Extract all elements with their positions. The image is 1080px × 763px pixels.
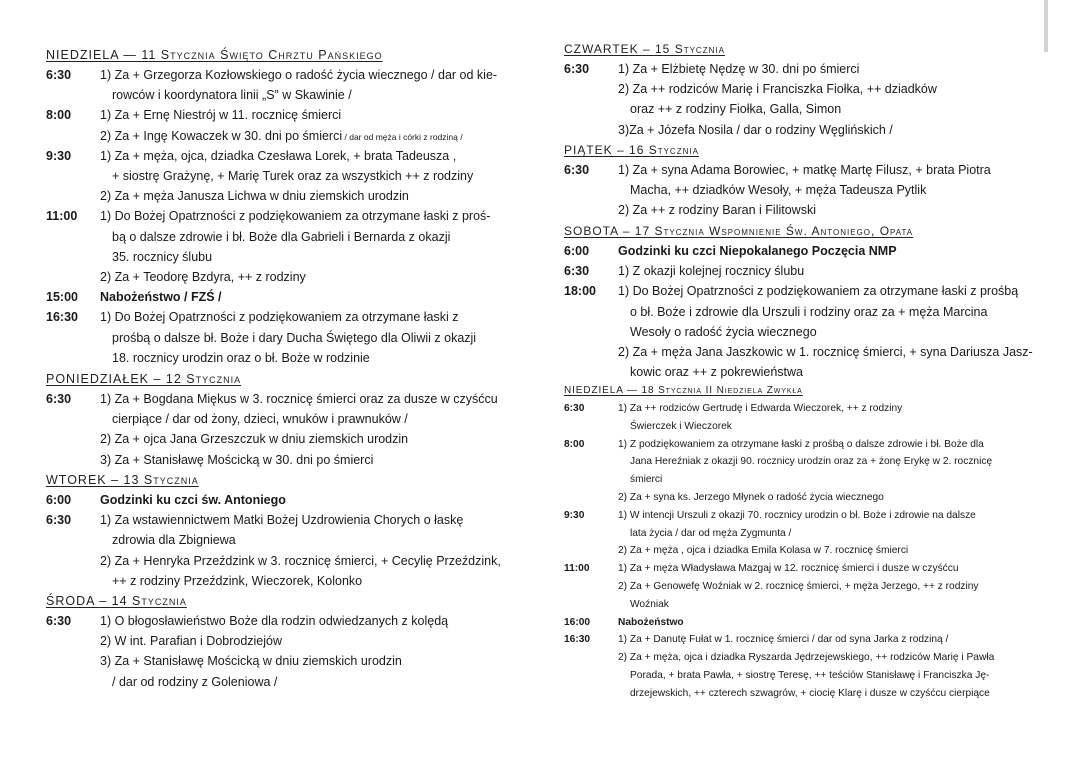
day-header: NIEDZIELA — 18 Stycznia II Niedziela Zwykła [564, 385, 803, 396]
intention-line [618, 403, 902, 414]
intention-line [100, 310, 458, 324]
intention-text: 3)Za + Józefa Nosila / dar o rodziny Węglińskich / [618, 122, 893, 137]
intention-text: 2) Za ++ rodziców Marię i Franciszka Fiołka, ++ dziadków [618, 82, 937, 97]
day-header: NIEDZIELA — 11 Stycznia Święto Chrztu Pańskiego [46, 48, 383, 62]
intention-text: drzejewskich, ++ czterech szwagrów, + ciocię Klarę i dusze w czyśćcu cierpiące [630, 687, 990, 699]
intention-text: 3) Za + Stanisławę Mościcką w 30. dni po śmierci [100, 452, 374, 467]
intention-text: 3) Za + Stanisławę Mościcką w dniu ziemskich urodzin [100, 654, 402, 669]
mass-time: 9:30 [46, 148, 72, 163]
intention-text: Godzinki ku czci św. Antoniego [100, 493, 286, 507]
intention-text: śmierci [630, 474, 663, 486]
intention-text: oraz ++ z rodziny Fiołka, Galla, Simon [630, 102, 842, 117]
mass-time: 6:30 [46, 68, 72, 82]
mass-time: 16:00 [564, 616, 591, 628]
intention-text: bą o dalsze zdrowie i bł. Boże dla Gabrieli i Bernarda z okazji [112, 229, 451, 244]
intention-text: 1) Do Bożej Opatrzności z podziękowaniem za otrzymane łaski z prośbą [618, 284, 1019, 299]
mass-time: 6:30 [564, 163, 590, 177]
intention-text: 1) W intencji Urszuli z okazji 70. rocznicy urodzin o bł. Boże i zdrowie na dalsze [618, 509, 976, 521]
intention-text: Godzinki ku czci Niepokalanego Poczęcia NMP [618, 244, 897, 258]
intention-line [112, 533, 236, 547]
day-header: ŚRODA – 14 Stycznia [46, 594, 187, 608]
mass-time: 6:30 [46, 392, 72, 406]
intention-line [100, 493, 286, 507]
intention-text: 35. rocznicy ślubu [112, 249, 213, 264]
intention-line [618, 203, 816, 217]
intention-line [618, 244, 897, 258]
intention-text: 1) Za + męża Władysława Mazgaj w 12. rocznicę śmierci i dusze w czyśćcu [618, 563, 959, 575]
intention-line [100, 634, 282, 648]
day-header: PONIEDZIAŁEK – 12 Stycznia [46, 372, 242, 386]
intention-text: 1) Za + syna Adama Borowiec, + matkę Martę Filusz, + brata Piotra [618, 163, 991, 177]
day-header: CZWARTEK – 15 Stycznia [564, 42, 725, 56]
intention-text: 2) Za + syna ks. Jerzego Młynek o radość życia wiecznego [618, 492, 884, 503]
mass-time: 6:30 [564, 62, 590, 76]
mass-time: 9:30 [564, 509, 585, 521]
intention-line [100, 453, 373, 467]
intention-line [100, 513, 463, 527]
intention-line [100, 129, 463, 143]
intention-line [618, 652, 994, 663]
intention-line [112, 675, 277, 689]
intention-text: 18. rocznicy urodzin oraz o bł. Boże w rodzinie [112, 350, 370, 365]
intention-line [618, 617, 684, 628]
intention-line [630, 365, 803, 379]
mass-time: 16:30 [564, 634, 591, 646]
intention-line [100, 392, 498, 406]
intention-text: 2) Za + męża Jana Jaszkowic w 1. rocznicę śmierci, + syna Dariusza Jasz- [618, 345, 1033, 359]
intention-line [112, 230, 450, 244]
mass-time: 6:00 [564, 244, 590, 258]
intention-line [618, 581, 979, 592]
intention-text: 2) Za + ojca Jana Grzeszczuk w dniu ziemskich urodzin [100, 432, 409, 447]
intention-line [618, 510, 976, 521]
intention-text: 2) Za + Teodorę Bzdyra, ++ z rodziny [100, 270, 306, 284]
intention-text: o bł. Boże i zdrowie dla Urszuli i rodziny oraz za + męża Marcina [630, 304, 988, 319]
intention-line [630, 305, 987, 319]
intention-text: Nabożeństwo / FZŚ / [100, 290, 222, 305]
intention-line [112, 412, 408, 426]
intention-text: kowic oraz ++ z pokrewieństwa [630, 365, 803, 380]
intention-text: Porada, + brata Pawła, + siostrę Teresę, ++ teściów Stanisławę i Franciszka Ję- [630, 670, 990, 681]
intention-line [630, 670, 989, 681]
intention-line [618, 163, 991, 177]
intention-line [100, 654, 402, 668]
intention-text: 1) Za + Elżbietę Nędzę w 30. dni po śmierci [618, 62, 860, 76]
intention-text: 1) Za + Danutę Fułat w 1. rocznicę śmierci / dar od syna Jarka z rodziną / [618, 634, 949, 646]
mass-time: 6:30 [46, 614, 72, 628]
intention-line [618, 634, 948, 645]
day-header: PIĄTEK – 16 Stycznia [564, 143, 699, 157]
intention-line [630, 325, 817, 339]
intention-line [112, 351, 370, 365]
mass-time: 6:30 [564, 264, 590, 279]
intention-line [618, 545, 908, 556]
intention-text: 2) Za + męża Janusza Lichwa w dniu ziemskich urodzin [100, 189, 409, 204]
intention-text: 1) Za wstawiennictwem Matki Bożej Uzdrowienia Chorych o łaskę [100, 513, 464, 528]
intention-text: 1) Z okazji kolejnej rocznicy ślubu [618, 264, 805, 279]
intention-line [618, 264, 804, 278]
intention-line [618, 345, 1033, 359]
intention-text: Woźniak [630, 598, 669, 610]
intention-line [112, 88, 352, 102]
intention-text: 1) Za + Grzegorza Kozłowskiego o radość życia wiecznego / dar od kie- [100, 68, 498, 82]
intention-text: 1) Za ++ rodziców Gertrudę i Edwarda Wieczorek, ++ z rodziny [618, 403, 903, 414]
mass-time: 6:30 [564, 403, 585, 414]
intention-line [630, 421, 732, 432]
intention-text: 2) Za + męża , ojca i dziadka Emila Kolasa w 7. rocznicę śmierci [618, 545, 909, 557]
intention-text: 1) Do Bożej Opatrzności z podziękowaniem za otrzymane łaski z [100, 310, 459, 325]
intention-text: 2) Za + Genowefę Woźniak w 2. rocznicę śmierci, + męża Jerzego, ++ z rodziny [618, 581, 979, 592]
intention-line [618, 284, 1018, 298]
mass-time: 16:30 [46, 310, 78, 325]
intention-line [630, 474, 662, 485]
intention-text: 2) Za + Henryka Przeździnk w 3. rocznicę śmierci, + Cecylię Przeździnk, [100, 553, 501, 568]
intention-text: zdrowia dla Zbigniewa [112, 533, 236, 548]
intention-text: Świerczek i Wieczorek [630, 420, 732, 432]
intention-text: ++ z rodziny Przeździnk, Wieczorek, Kolonko [112, 573, 363, 588]
intention-line [618, 563, 959, 574]
donor-note: / dar od męża i córki z rodziną / [342, 131, 463, 142]
intention-text: 1) Do Bożej Opatrzności z podziękowaniem za otrzymane łaski z proś- [100, 209, 491, 224]
intention-text: Jana Hereźniak z okazji 90. rocznicy urodzin oraz za + żonę Erykę w 2. rocznicę [630, 456, 993, 468]
mass-time: 18:00 [564, 284, 596, 299]
intention-line [100, 189, 409, 203]
intention-line [100, 108, 341, 122]
intention-text: 2) W int. Parafian i Dobrodziejów [100, 634, 283, 649]
intention-line [618, 62, 859, 76]
intention-text: Nabożeństwo [618, 616, 684, 628]
intention-line [100, 149, 456, 163]
intention-text: 2) Za ++ z rodziny Baran i Filitowski [618, 203, 816, 218]
mass-time: 11:00 [46, 209, 78, 224]
mass-time: 6:00 [46, 493, 72, 507]
intention-text: 1) Za + Bogdana Miękus w 3. rocznicę śmierci oraz za dusze w czyśćcu [100, 392, 498, 406]
intention-text: 2) Za + Ingę Kowaczek w 30. dni po śmierci [100, 128, 343, 143]
intention-text: 2) Za + męża, ojca i dziadka Ryszarda Jędrzejewskiego, ++ rodziców Marię i Pawła [618, 652, 995, 664]
intention-line [618, 123, 893, 137]
intention-line [112, 331, 476, 345]
intention-line [618, 82, 937, 96]
intention-line [630, 102, 841, 116]
intention-line [630, 599, 669, 610]
intention-line [100, 290, 222, 304]
intention-line [100, 68, 497, 82]
intention-text: cierpiące / dar od żony, dzieci, wnuków i prawnuków / [112, 412, 408, 427]
intention-text: lata życia / dar od męża Zygmunta / [630, 527, 792, 539]
intention-text: / dar od rodziny z Goleniowa / [112, 674, 278, 689]
intention-line [618, 439, 984, 450]
intention-line [112, 250, 212, 264]
intention-text: 1) O błogosławieństwo Boże dla rodzin odwiedzanych z kolędą [100, 614, 449, 628]
mass-time: 15:00 [46, 290, 78, 305]
intention-line [630, 688, 990, 699]
intention-line [100, 554, 501, 568]
mass-time: 11:00 [564, 563, 590, 575]
intention-text: Macha, ++ dziadków Wesoły, + męża Tadeusza Pytlik [630, 183, 927, 198]
mass-time: 6:30 [46, 513, 72, 528]
intention-line [112, 169, 473, 183]
intention-text: prośbą o dalsze bł. Boże i dary Ducha Świętego dla Oliwii z okazji [112, 330, 477, 345]
intention-line [100, 614, 448, 628]
scrollbar[interactable] [1044, 0, 1048, 52]
intention-line [630, 456, 992, 467]
day-header: WTOREK – 13 Stycznia [46, 473, 199, 487]
intention-text: 1) Za + męża, ojca, dziadka Czesława Lorek, + brata Tadeusza , [100, 148, 457, 163]
intention-text: 1) Z podziękowaniem za otrzymane łaski z prośbą o dalsze zdrowie i bł. Boże dla [618, 438, 984, 450]
intention-line [100, 432, 408, 446]
mass-time: 8:00 [564, 438, 585, 450]
intention-line [630, 528, 791, 539]
intention-line [100, 209, 490, 223]
intention-line [112, 574, 362, 588]
intention-text: rowców i koordynatora linii „S” w Skawinie / [112, 88, 352, 103]
day-header: SOBOTA – 17 Stycznia Wspomnienie Św. Antoniego, Opata [564, 224, 914, 238]
intention-line [100, 270, 306, 284]
intention-line [618, 492, 884, 503]
intention-line [630, 183, 926, 197]
intention-text: Wesoły o radość życia wiecznego [630, 324, 817, 339]
intention-text: + siostrę Grażynę, + Marię Turek oraz za wszystkich ++ z rodziny [112, 169, 474, 183]
intention-text: 1) Za + Ernę Niestrój w 11. rocznicę śmierci [100, 108, 342, 123]
mass-time: 8:00 [46, 108, 72, 123]
